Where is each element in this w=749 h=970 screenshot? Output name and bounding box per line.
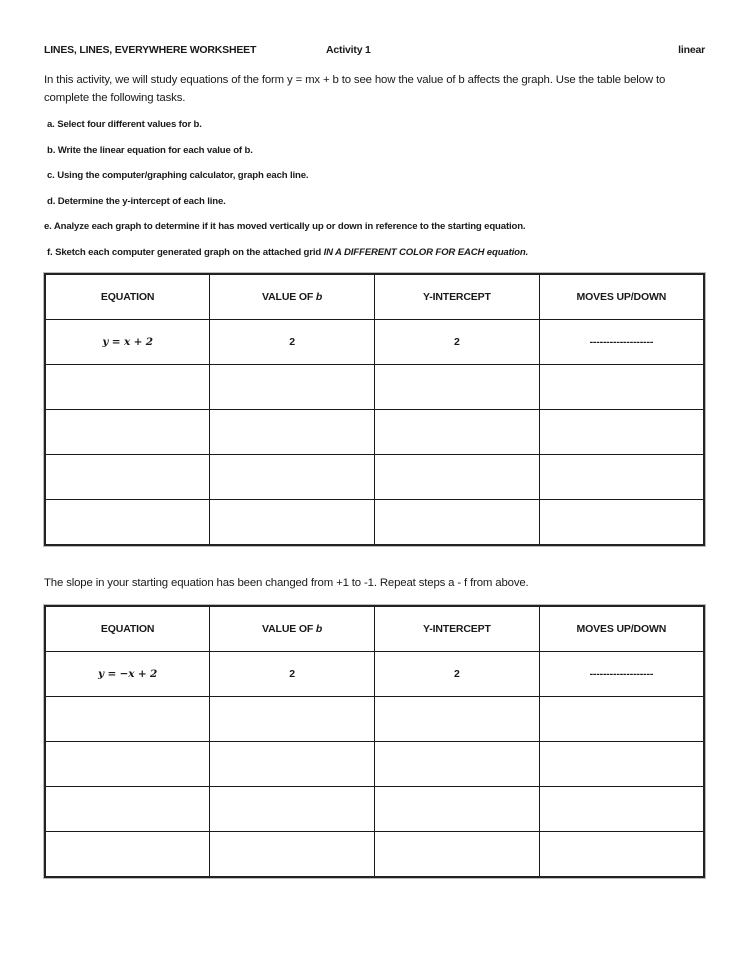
table-row: [45, 320, 704, 365]
header-equation: EQUATION: [45, 606, 210, 652]
task-steps-list: [44, 118, 528, 272]
table-row: [45, 455, 704, 500]
cell-value-of-b: 2: [210, 320, 375, 365]
header-value-of-b: [210, 274, 375, 320]
worksheet-header: [44, 44, 705, 60]
step-f-text: f. Sketch each computer generated graph on the attached grid: [47, 246, 324, 258]
cell-y-intercept: 2: [375, 320, 540, 365]
step-c: c. Using the computer/graphing calculator, graph each line.: [47, 170, 309, 182]
blank-cell-equation[interactable]: [45, 410, 210, 455]
worksheet-title: LINES, LINES, EVERYWHERE WORKSHEET: [44, 44, 257, 56]
table-row: [45, 500, 704, 546]
step-f-emphasis: IN A DIFFERENT COLOR FOR EACH equation.: [323, 246, 529, 258]
blank-cell-equation[interactable]: [45, 365, 210, 410]
blank-cell-y-intercept[interactable]: [375, 697, 540, 742]
slope-change-note: The slope in your starting equation has been changed from +1 to -1. Repeat steps a - f from above.: [44, 577, 529, 589]
table-row: [45, 787, 704, 832]
table-row: [45, 832, 704, 878]
blank-cell-y-intercept[interactable]: [375, 742, 540, 787]
blank-cell-value-of-b[interactable]: [210, 742, 375, 787]
blank-cell-equation[interactable]: [45, 832, 210, 878]
header-moves: MOVES UP/DOWN: [539, 606, 704, 652]
header-value-of-b: [210, 606, 375, 652]
blank-cell-value-of-b[interactable]: [210, 697, 375, 742]
blank-cell-value-of-b[interactable]: [210, 787, 375, 832]
blank-cell-moves[interactable]: [539, 410, 704, 455]
blank-cell-equation[interactable]: [45, 697, 210, 742]
table-header-row: [45, 606, 704, 652]
blank-cell-moves[interactable]: [539, 365, 704, 410]
intro-paragraph: In this activity, we will study equations of the form y = mx + b to see how the value of b affects the graph. Use the table below to complete the following tasks.: [44, 74, 666, 104]
header-moves: MOVES UP/DOWN: [539, 274, 704, 320]
blank-cell-moves[interactable]: [539, 500, 704, 546]
table-header-row: [45, 274, 704, 320]
blank-cell-y-intercept[interactable]: [375, 787, 540, 832]
blank-cell-y-intercept[interactable]: [375, 500, 540, 546]
header-value-prefix: VALUE OF: [262, 623, 316, 635]
step-e: e. Analyze each graph to determine if it has moved vertically up or down in reference to the starting equation.: [44, 221, 526, 233]
cell-equation: y = x + 2: [45, 320, 210, 365]
table-row: [45, 365, 704, 410]
step-a: a. Select four different values for b.: [47, 119, 202, 130]
blank-cell-y-intercept[interactable]: [375, 455, 540, 500]
table-row: [45, 652, 704, 697]
topic-label: linear: [678, 44, 705, 56]
cell-y-intercept: 2: [375, 652, 540, 697]
header-equation: EQUATION: [45, 274, 210, 320]
step-f: [44, 246, 528, 272]
header-value-var: b: [315, 623, 323, 635]
blank-cell-moves[interactable]: [539, 832, 704, 878]
blank-cell-value-of-b[interactable]: [210, 832, 375, 878]
blank-cell-equation[interactable]: [45, 500, 210, 546]
cell-value-of-b: 2: [210, 652, 375, 697]
cell-moves: -------------------: [539, 320, 704, 365]
table-row: [45, 697, 704, 742]
blank-cell-y-intercept[interactable]: [375, 832, 540, 878]
blank-cell-equation[interactable]: [45, 455, 210, 500]
table-row: [45, 410, 704, 455]
blank-cell-equation[interactable]: [45, 787, 210, 832]
blank-cell-y-intercept[interactable]: [375, 410, 540, 455]
slope-negative-table: [44, 605, 705, 878]
activity-label: Activity 1: [326, 44, 371, 56]
blank-cell-equation[interactable]: [45, 742, 210, 787]
blank-cell-value-of-b[interactable]: [210, 455, 375, 500]
blank-cell-y-intercept[interactable]: [375, 365, 540, 410]
blank-cell-value-of-b[interactable]: [210, 365, 375, 410]
blank-cell-moves[interactable]: [539, 455, 704, 500]
slope-positive-table: [44, 273, 705, 546]
header-y-intercept: Y-INTERCEPT: [375, 274, 540, 320]
header-y-intercept: Y-INTERCEPT: [375, 606, 540, 652]
cell-equation: y = −x + 2: [45, 652, 210, 697]
blank-cell-moves[interactable]: [539, 697, 704, 742]
step-b: b. Write the linear equation for each value of b.: [47, 144, 253, 156]
header-value-var: b: [315, 291, 323, 303]
cell-moves: -------------------: [539, 652, 704, 697]
header-value-prefix: VALUE OF: [262, 291, 316, 303]
blank-cell-value-of-b[interactable]: [210, 500, 375, 546]
blank-cell-moves[interactable]: [539, 742, 704, 787]
step-d: d. Determine the y-intercept of each line.: [47, 195, 226, 207]
table-row: [45, 742, 704, 787]
blank-cell-moves[interactable]: [539, 787, 704, 832]
blank-cell-value-of-b[interactable]: [210, 410, 375, 455]
